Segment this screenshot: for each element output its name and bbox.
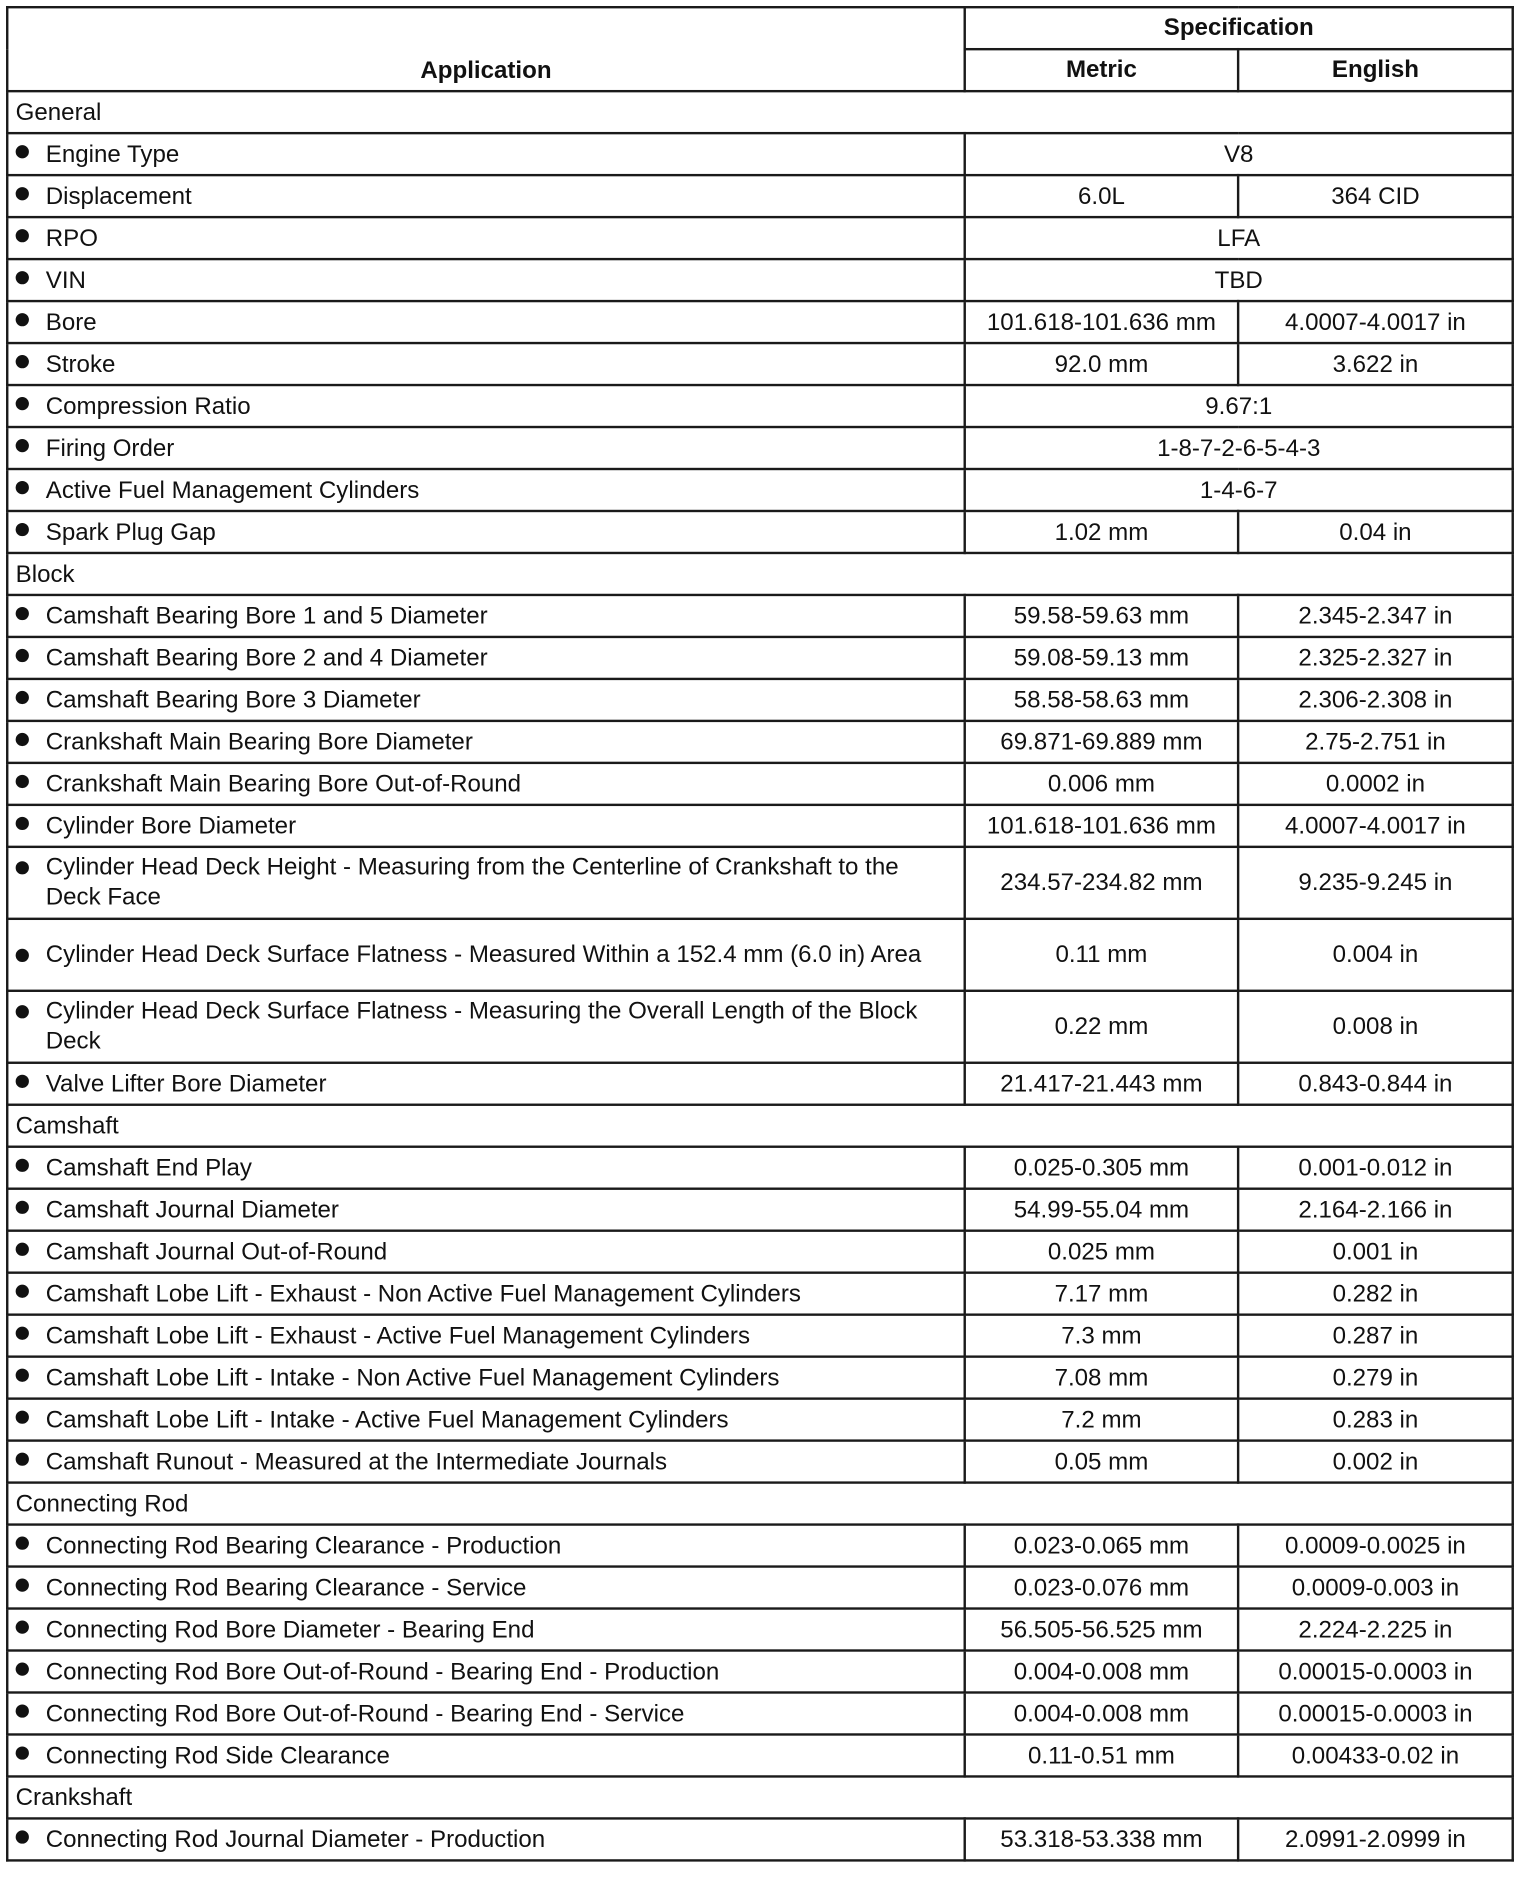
application-label: Camshaft End Play bbox=[45, 1154, 252, 1182]
application-header: Application bbox=[7, 7, 964, 91]
bullet-icon bbox=[16, 146, 29, 159]
metric-value-cell: 0.025-0.305 mm bbox=[965, 1147, 1238, 1189]
application-cell bbox=[7, 991, 964, 1063]
metric-value-cell: 234.57-234.82 mm bbox=[965, 847, 1238, 919]
application-cell bbox=[7, 259, 964, 301]
section-title: Camshaft bbox=[7, 1105, 1513, 1147]
bullet-icon bbox=[16, 1411, 29, 1424]
application-label: Crankshaft Main Bearing Bore Out-of-Round bbox=[45, 771, 522, 798]
application-cell bbox=[7, 1315, 964, 1357]
table-row bbox=[7, 1525, 1513, 1567]
bullet-icon bbox=[16, 691, 29, 704]
application-label: Camshaft Journal Diameter bbox=[45, 1196, 339, 1224]
specification-table bbox=[6, 6, 1514, 1862]
english-value-cell: 0.283 in bbox=[1238, 1399, 1513, 1441]
english-value-cell: 2.325-2.327 in bbox=[1238, 637, 1513, 679]
english-value-cell: 0.004 in bbox=[1238, 919, 1513, 991]
application-cell bbox=[7, 175, 964, 217]
bullet-icon bbox=[16, 1005, 29, 1018]
bullet-icon bbox=[16, 1747, 29, 1760]
table-row bbox=[7, 1441, 1513, 1483]
application-cell bbox=[7, 1189, 964, 1231]
bullet-icon bbox=[16, 1537, 29, 1550]
table-row bbox=[7, 1189, 1513, 1231]
application-cell bbox=[7, 1651, 964, 1693]
english-value-cell: 0.843-0.844 in bbox=[1238, 1063, 1513, 1105]
application-cell bbox=[7, 1441, 964, 1483]
english-value-cell: 0.04 in bbox=[1238, 511, 1513, 553]
section-title: Block bbox=[7, 553, 1513, 595]
application-label: Camshaft Bearing Bore 2 and 4 Diameter bbox=[45, 645, 488, 672]
table-row bbox=[7, 1357, 1513, 1399]
table-row bbox=[7, 1315, 1513, 1357]
bullet-icon bbox=[16, 817, 29, 830]
bullet-icon bbox=[16, 607, 29, 620]
table-row bbox=[7, 1147, 1513, 1189]
metric-value-cell: 0.023-0.065 mm bbox=[965, 1525, 1238, 1567]
application-cell bbox=[7, 1357, 964, 1399]
table-row bbox=[7, 469, 1513, 511]
metric-value-cell: 56.505-56.525 mm bbox=[965, 1609, 1238, 1651]
application-label: Connecting Rod Bore Diameter - Bearing End bbox=[45, 1616, 535, 1644]
metric-value-cell: 54.99-55.04 mm bbox=[965, 1189, 1238, 1231]
english-value-cell: 2.306-2.308 in bbox=[1238, 679, 1513, 721]
application-cell bbox=[7, 343, 964, 385]
bullet-icon bbox=[16, 1075, 29, 1088]
application-label: Cylinder Bore Diameter bbox=[45, 813, 297, 840]
english-value-cell: 0.002 in bbox=[1238, 1441, 1513, 1483]
english-value-cell: 2.164-2.166 in bbox=[1238, 1189, 1513, 1231]
specification-header: Specification bbox=[965, 7, 1513, 49]
table-row bbox=[7, 679, 1513, 721]
section-row bbox=[7, 1776, 1513, 1818]
english-value-cell: 4.0007-4.0017 in bbox=[1238, 301, 1513, 343]
metric-value-cell: 58.58-58.63 mm bbox=[965, 679, 1238, 721]
table-row bbox=[7, 721, 1513, 763]
application-label: Displacement bbox=[45, 183, 192, 210]
table-row bbox=[7, 217, 1513, 259]
application-label: RPO bbox=[45, 225, 98, 252]
bullet-icon bbox=[16, 1663, 29, 1676]
english-value-cell: 0.00015-0.0003 in bbox=[1238, 1651, 1513, 1693]
metric-value-cell: 101.618-101.636 mm bbox=[965, 805, 1238, 847]
metric-value-cell: 0.025 mm bbox=[965, 1231, 1238, 1273]
table-row bbox=[7, 847, 1513, 919]
spec-value-cell: 1-8-7-2-6-5-4-3 bbox=[965, 427, 1513, 469]
english-value-cell: 0.279 in bbox=[1238, 1357, 1513, 1399]
table-row bbox=[7, 1692, 1513, 1734]
application-cell bbox=[7, 1273, 964, 1315]
application-label: Connecting Rod Bore Out-of-Round - Bearing End - Service bbox=[45, 1700, 685, 1728]
table-row bbox=[7, 763, 1513, 805]
application-cell bbox=[7, 385, 964, 427]
application-cell bbox=[7, 427, 964, 469]
metric-value-cell: 0.023-0.076 mm bbox=[965, 1567, 1238, 1609]
english-value-cell: 0.00015-0.0003 in bbox=[1238, 1692, 1513, 1734]
application-label: Engine Type bbox=[45, 141, 180, 168]
application-cell bbox=[7, 1567, 964, 1609]
bullet-icon bbox=[16, 1159, 29, 1172]
bullet-icon bbox=[16, 1453, 29, 1466]
english-value-cell: 0.00433-0.02 in bbox=[1238, 1734, 1513, 1776]
bullet-icon bbox=[16, 1369, 29, 1382]
application-label: Connecting Rod Bore Out-of-Round - Bearing End - Production bbox=[45, 1658, 720, 1686]
application-cell bbox=[7, 1399, 964, 1441]
application-label: Camshaft Lobe Lift - Exhaust - Non Active Fuel Management Cylinders bbox=[45, 1280, 801, 1308]
application-cell bbox=[7, 847, 964, 919]
application-label: Firing Order bbox=[45, 435, 175, 462]
metric-value-cell: 0.22 mm bbox=[965, 991, 1238, 1063]
english-value-cell: 2.224-2.225 in bbox=[1238, 1609, 1513, 1651]
bullet-icon bbox=[16, 861, 29, 874]
bullet-icon bbox=[16, 1243, 29, 1256]
english-value-cell: 9.235-9.245 in bbox=[1238, 847, 1513, 919]
english-value-cell: 0.0009-0.003 in bbox=[1238, 1567, 1513, 1609]
table-row bbox=[7, 259, 1513, 301]
section-row bbox=[7, 553, 1513, 595]
english-value-cell: 0.001 in bbox=[1238, 1231, 1513, 1273]
bullet-icon bbox=[16, 1201, 29, 1214]
table-row bbox=[7, 301, 1513, 343]
table-row bbox=[7, 1063, 1513, 1105]
application-label: Connecting Rod Side Clearance bbox=[45, 1742, 390, 1770]
table-row bbox=[7, 511, 1513, 553]
table-row bbox=[7, 1399, 1513, 1441]
metric-value-cell: 101.618-101.636 mm bbox=[965, 301, 1238, 343]
application-cell bbox=[7, 919, 964, 991]
table-row bbox=[7, 637, 1513, 679]
bullet-icon bbox=[16, 397, 29, 410]
english-value-cell: 0.0002 in bbox=[1238, 763, 1513, 805]
section-title: Connecting Rod bbox=[7, 1483, 1513, 1525]
bullet-icon bbox=[16, 188, 29, 201]
bullet-icon bbox=[16, 1285, 29, 1298]
application-cell bbox=[7, 805, 964, 847]
metric-value-cell: 0.11 mm bbox=[965, 919, 1238, 991]
application-cell bbox=[7, 133, 964, 175]
metric-value-cell: 21.417-21.443 mm bbox=[965, 1063, 1238, 1105]
bullet-icon bbox=[16, 1705, 29, 1718]
table-row bbox=[7, 1231, 1513, 1273]
application-cell bbox=[7, 1734, 964, 1776]
application-label: Camshaft Lobe Lift - Intake - Active Fuel Management Cylinders bbox=[45, 1406, 729, 1434]
application-label: Spark Plug Gap bbox=[45, 519, 216, 546]
metric-value-cell: 7.3 mm bbox=[965, 1315, 1238, 1357]
english-value-cell: 3.622 in bbox=[1238, 343, 1513, 385]
metric-value-cell: 69.871-69.889 mm bbox=[965, 721, 1238, 763]
application-label: Camshaft Journal Out-of-Round bbox=[45, 1238, 388, 1266]
english-value-cell: 2.75-2.751 in bbox=[1238, 721, 1513, 763]
application-cell bbox=[7, 469, 964, 511]
table-row bbox=[7, 343, 1513, 385]
metric-header: Metric bbox=[965, 49, 1238, 91]
application-label: Connecting Rod Bearing Clearance - Production bbox=[45, 1532, 562, 1560]
section-title: General bbox=[7, 91, 1513, 133]
spec-value-cell: TBD bbox=[965, 259, 1513, 301]
metric-value-cell: 0.05 mm bbox=[965, 1441, 1238, 1483]
metric-value-cell: 7.08 mm bbox=[965, 1357, 1238, 1399]
english-value-cell: 2.0991-2.0999 in bbox=[1238, 1818, 1513, 1860]
application-label: Camshaft Bearing Bore 3 Diameter bbox=[45, 687, 421, 714]
table-row bbox=[7, 175, 1513, 217]
section-title: Crankshaft bbox=[7, 1776, 1513, 1818]
application-label: Cylinder Head Deck Surface Flatness - Measuring the Overall Length of the Block Deck bbox=[45, 997, 918, 1055]
application-cell bbox=[7, 721, 964, 763]
table-row bbox=[7, 595, 1513, 637]
application-cell bbox=[7, 1609, 964, 1651]
bullet-icon bbox=[16, 355, 29, 368]
metric-value-cell: 0.004-0.008 mm bbox=[965, 1692, 1238, 1734]
application-cell bbox=[7, 1525, 964, 1567]
table-row bbox=[7, 427, 1513, 469]
metric-value-cell: 59.58-59.63 mm bbox=[965, 595, 1238, 637]
metric-value-cell: 53.318-53.338 mm bbox=[965, 1818, 1238, 1860]
bullet-icon bbox=[16, 314, 29, 327]
metric-value-cell: 7.17 mm bbox=[965, 1273, 1238, 1315]
english-value-cell: 0.287 in bbox=[1238, 1315, 1513, 1357]
bullet-icon bbox=[16, 775, 29, 788]
application-label: Connecting Rod Bearing Clearance - Service bbox=[45, 1574, 527, 1602]
english-value-cell: 0.282 in bbox=[1238, 1273, 1513, 1315]
section-row bbox=[7, 91, 1513, 133]
table-row bbox=[7, 1651, 1513, 1693]
application-cell bbox=[7, 763, 964, 805]
application-label: Active Fuel Management Cylinders bbox=[45, 477, 420, 504]
metric-value-cell: 1.02 mm bbox=[965, 511, 1238, 553]
metric-value-cell: 0.006 mm bbox=[965, 763, 1238, 805]
application-label: Cylinder Head Deck Surface Flatness - Measured Within a 152.4 mm (6.0 in) Area bbox=[45, 941, 922, 968]
application-label: Camshaft Lobe Lift - Exhaust - Active Fuel Management Cylinders bbox=[45, 1322, 751, 1350]
spec-value-cell: V8 bbox=[965, 133, 1513, 175]
bullet-icon bbox=[16, 1621, 29, 1634]
bullet-icon bbox=[16, 1831, 29, 1844]
application-cell bbox=[7, 1692, 964, 1734]
application-label: Crankshaft Main Bearing Bore Diameter bbox=[45, 729, 473, 756]
metric-value-cell: 92.0 mm bbox=[965, 343, 1238, 385]
table-row bbox=[7, 991, 1513, 1063]
application-cell bbox=[7, 1231, 964, 1273]
english-value-cell: 0.001-0.012 in bbox=[1238, 1147, 1513, 1189]
metric-value-cell: 6.0L bbox=[965, 175, 1238, 217]
application-label: Cylinder Head Deck Height - Measuring from the Centerline of Crankshaft to the Deck Face bbox=[45, 854, 899, 911]
application-cell bbox=[7, 595, 964, 637]
application-label: Camshaft Bearing Bore 1 and 5 Diameter bbox=[45, 603, 488, 630]
application-cell bbox=[7, 1147, 964, 1189]
bullet-icon bbox=[16, 733, 29, 746]
metric-value-cell: 59.08-59.13 mm bbox=[965, 637, 1238, 679]
english-value-cell: 2.345-2.347 in bbox=[1238, 595, 1513, 637]
table-row bbox=[7, 919, 1513, 991]
application-cell bbox=[7, 1063, 964, 1105]
english-value-cell: 0.0009-0.0025 in bbox=[1238, 1525, 1513, 1567]
metric-value-cell: 0.004-0.008 mm bbox=[965, 1651, 1238, 1693]
application-label: Valve Lifter Bore Diameter bbox=[45, 1070, 327, 1098]
metric-value-cell: 7.2 mm bbox=[965, 1399, 1238, 1441]
bullet-icon bbox=[16, 439, 29, 452]
application-cell bbox=[7, 301, 964, 343]
application-cell bbox=[7, 217, 964, 259]
table-row bbox=[7, 385, 1513, 427]
spec-value-cell: 9.67:1 bbox=[965, 385, 1513, 427]
application-cell bbox=[7, 511, 964, 553]
application-label: VIN bbox=[45, 267, 86, 294]
application-label: Compression Ratio bbox=[45, 393, 251, 420]
bullet-icon bbox=[16, 1579, 29, 1592]
table-row bbox=[7, 1273, 1513, 1315]
metric-value-cell: 0.11-0.51 mm bbox=[965, 1734, 1238, 1776]
table-row bbox=[7, 805, 1513, 847]
bullet-icon bbox=[16, 230, 29, 243]
bullet-icon bbox=[16, 1327, 29, 1340]
application-cell bbox=[7, 1818, 964, 1860]
bullet-icon bbox=[16, 272, 29, 285]
application-cell bbox=[7, 679, 964, 721]
application-label: Connecting Rod Journal Diameter - Production bbox=[45, 1826, 546, 1854]
table-row bbox=[7, 1818, 1513, 1860]
table-row bbox=[7, 133, 1513, 175]
spec-value-cell: 1-4-6-7 bbox=[965, 469, 1513, 511]
table-row bbox=[7, 1567, 1513, 1609]
application-label: Bore bbox=[45, 309, 97, 336]
bullet-icon bbox=[16, 649, 29, 662]
table-row bbox=[7, 1734, 1513, 1776]
application-label: Stroke bbox=[45, 351, 116, 378]
english-value-cell: 364 CID bbox=[1238, 175, 1513, 217]
table-row bbox=[7, 1609, 1513, 1651]
section-row bbox=[7, 1483, 1513, 1525]
english-header: English bbox=[1238, 49, 1513, 91]
application-label: Camshaft Lobe Lift - Intake - Non Active Fuel Management Cylinders bbox=[45, 1364, 780, 1392]
table-header bbox=[7, 7, 1513, 91]
table-body bbox=[7, 91, 1513, 1860]
bullet-icon bbox=[16, 523, 29, 536]
bullet-icon bbox=[16, 948, 29, 961]
bullet-icon bbox=[16, 481, 29, 494]
application-label: Camshaft Runout - Measured at the Intermediate Journals bbox=[45, 1448, 668, 1476]
spec-value-cell: LFA bbox=[965, 217, 1513, 259]
english-value-cell: 0.008 in bbox=[1238, 991, 1513, 1063]
section-row bbox=[7, 1105, 1513, 1147]
english-value-cell: 4.0007-4.0017 in bbox=[1238, 805, 1513, 847]
application-cell bbox=[7, 637, 964, 679]
